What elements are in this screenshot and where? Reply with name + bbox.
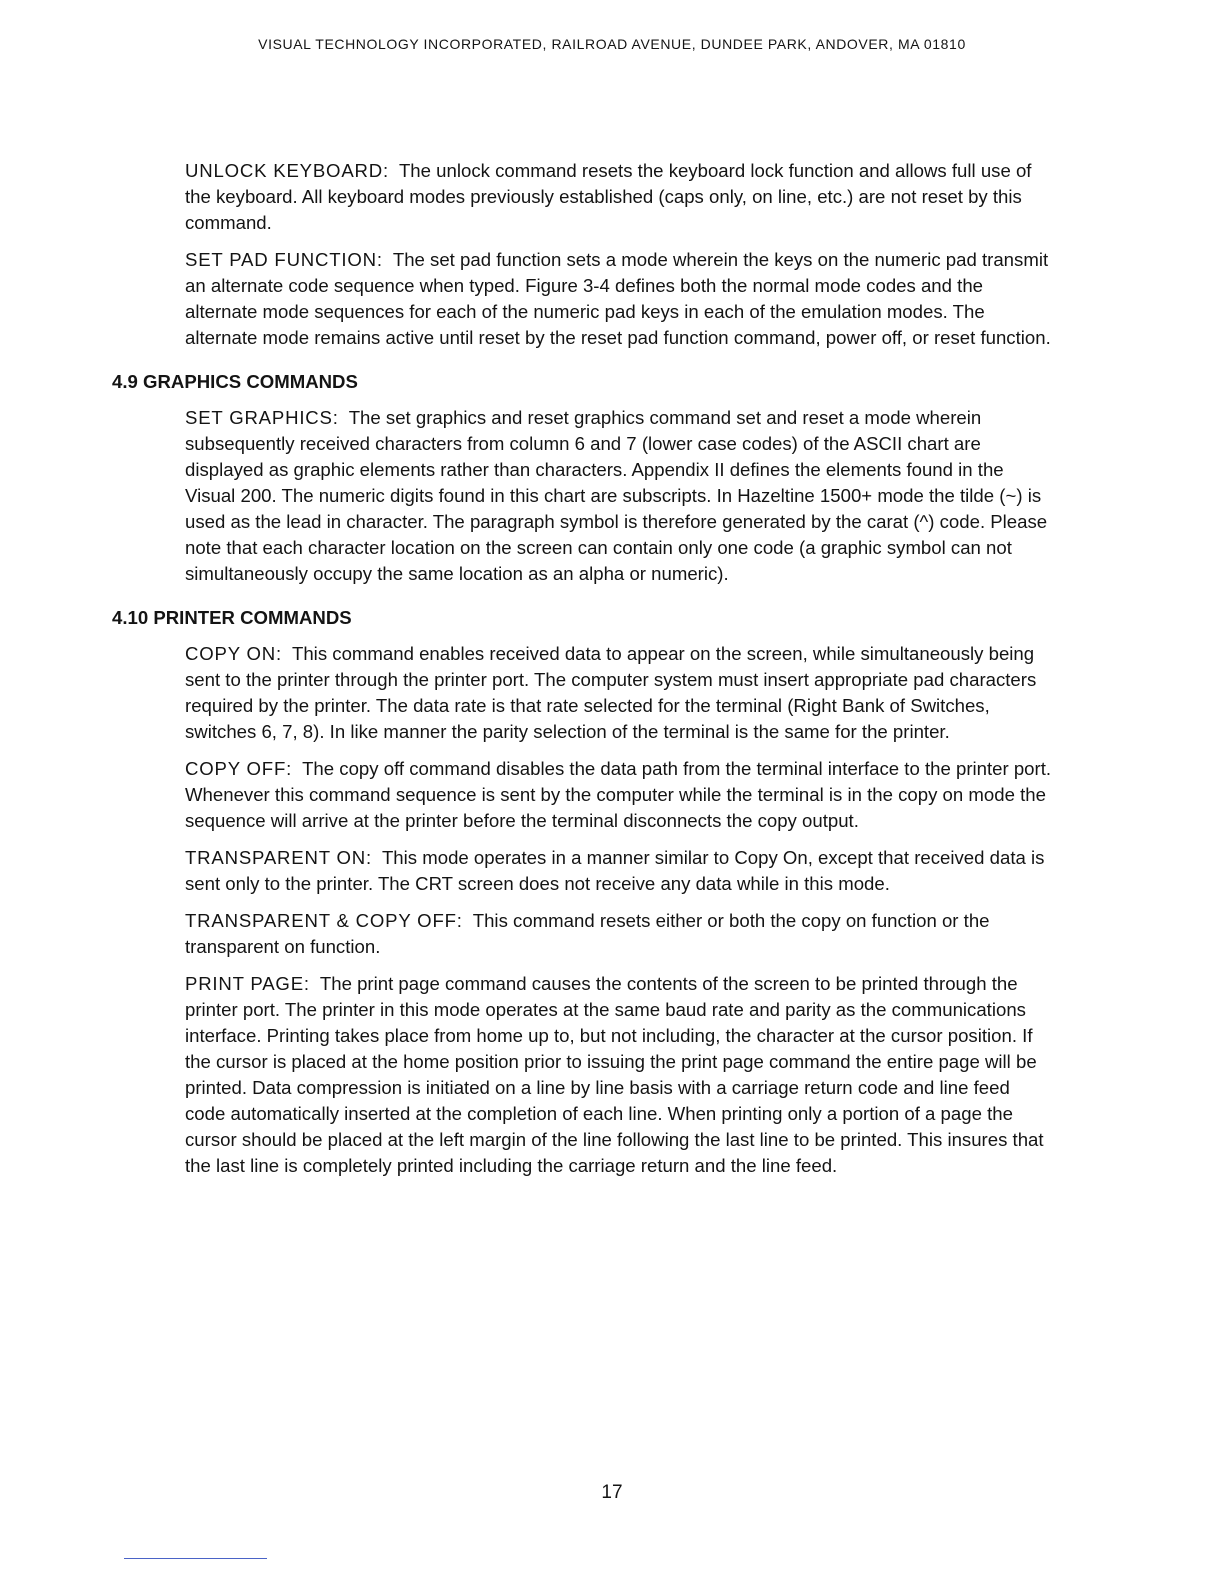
paragraph-body: The set pad function sets a mode wherein the keys on the numeric pad transmit an alternate code sequence when typed. Figure 3-4 defines both the normal mode codes and the alternate mode sequences for each of the numeric pad keys in each of the emulation modes. The alternate mode remains active until reset by the reset pad function command, power off, or reset function. [185,249,1051,348]
paragraph-lead: SET PAD FUNCTION: [185,249,383,270]
bottom-divider [124,1558,267,1559]
paragraph-body: The unlock command resets the keyboard lock function and allows full use of the keyboard. All keyboard modes previously established (caps only, on line, etc.) are not reset by this command. [185,160,1032,233]
paragraph-set-pad-function [185,247,1055,351]
paragraph-body: This command resets either or both the copy on function or the transparent on function. [185,910,990,957]
paragraph-lead: COPY ON: [185,643,282,664]
paragraph-transparent-on [185,845,1055,897]
paragraph-lead: TRANSPARENT ON: [185,847,372,868]
paragraph-unlock-keyboard [185,158,1055,236]
paragraph-body: The copy off command disables the data path from the terminal interface to the printer port. Whenever this command sequence is sent by the computer while the terminal is in the copy on mode the sequence will arrive at the printer before the terminal disconnects the copy output. [185,758,1052,831]
paragraph-lead: COPY OFF: [185,758,293,779]
paragraph-body: The print page command causes the contents of the screen to be printed through the printer port. The printer in this mode operates at the same baud rate and parity as the communications interface. Printing takes place from home up to, but not including, the character at the cursor position. If the cursor is placed at the home position prior to issuing the print page command the entire page will be printed. Data compression is initiated on a line by line basis with a carriage return code and line feed code automatically inserted at the completion of each line. When printing only a portion of a page the cursor should be placed at the left margin of the line following the last line to be printed. This insures that the last line is completely printed including the carriage return and the line feed. [185,973,1044,1176]
paragraph-body: This command enables received data to appear on the screen, while simultaneously being sent to the printer through the printer port. The computer system must insert appropriate pad characters required by the printer. The data rate is that rate selected for the terminal (Right Bank of Switches, switches 6, 7, 8). In like manner the parity selection of the terminal is the same for the printer. [185,643,1037,742]
page-number: 17 [601,1482,623,1503]
paragraph-lead: TRANSPARENT & COPY OFF: [185,910,463,931]
paragraph-print-page [185,971,1055,1179]
paragraph-body: This mode operates in a manner similar to Copy On, except that received data is sent only to the printer. The CRT screen does not receive any data while in this mode. [185,847,1045,894]
page-content [0,158,1224,1190]
section-heading-graphics-commands: 4.9 GRAPHICS COMMANDS [112,371,358,392]
paragraph-body: The set graphics and reset graphics command set and reset a mode wherein subsequently received characters from column 6 and 7 (lower case codes) of the ASCII chart are displayed as graphic elements rather than characters. Appendix II defines the elements found in the Visual 200. The numeric digits found in this chart are subscripts. In Hazeltine 1500+ mode the tilde (~) is used as the lead in character. The paragraph symbol is therefore generated by the carat (^) code. Please note that each character location on the screen can contain only one code (a graphic symbol can not simultaneously occupy the same location as an alpha or numeric). [185,407,1048,584]
paragraph-lead: PRINT PAGE: [185,973,310,994]
section-heading-printer-commands: 4.10 PRINTER COMMANDS [112,607,352,628]
paragraph-set-graphics [185,405,1055,587]
paragraph-copy-on [185,641,1055,745]
page-header: VISUAL TECHNOLOGY INCORPORATED, RAILROAD AVENUE, DUNDEE PARK, ANDOVER, MA 01810 [258,36,966,52]
paragraph-transparent-copy-off [185,908,1055,960]
paragraph-lead: SET GRAPHICS: [185,407,339,428]
paragraph-lead: UNLOCK KEYBOARD: [185,160,389,181]
paragraph-copy-off [185,756,1055,834]
